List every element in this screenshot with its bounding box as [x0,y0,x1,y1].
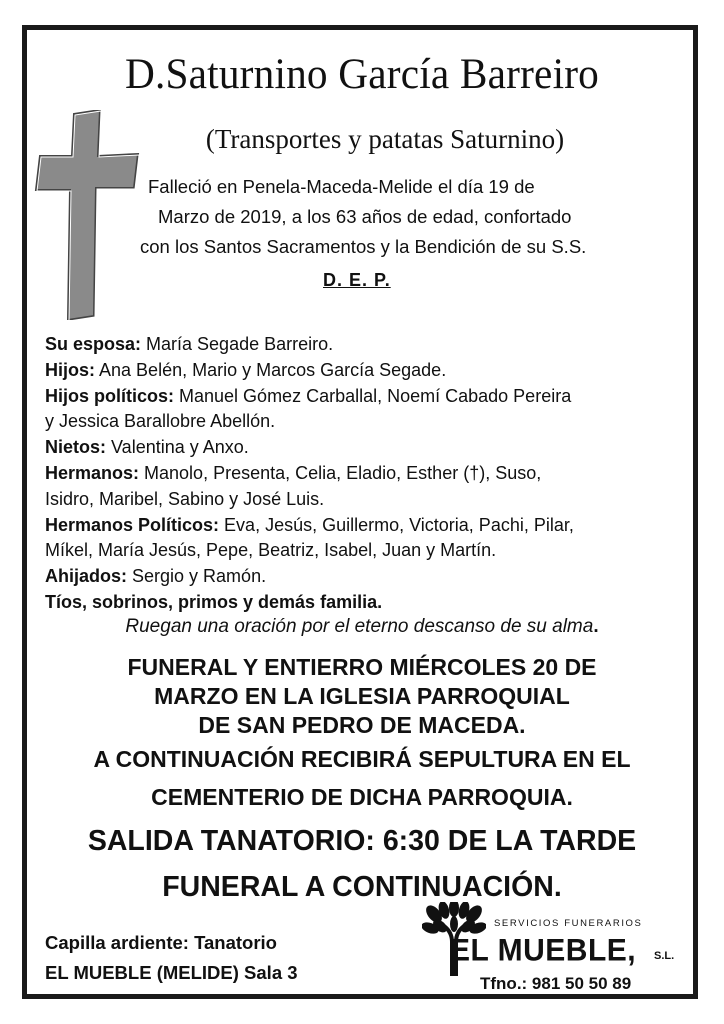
death-notice-line: Falleció en Penela-Maceda-Melide el día 19 de [148,176,535,197]
departure-details [30,818,694,910]
chapel-info [45,928,298,988]
family-siblings-in-law [45,513,685,539]
dep-label: D. E. P. [323,270,391,290]
family-names: Eva, Jesús, Guillermo, Victoria, Pachi, Pilar, [219,514,574,535]
death-notice-line: con los Santos Sacramentos y la Bendición de su S.S. [140,236,587,257]
family-children-in-law [45,384,685,410]
family-names: Valentina y Anxo. [106,437,249,458]
prayer-text: Ruegan una oración por el eterno descanso de su alma [125,616,594,637]
family-names: Sergio y Ramón. [127,566,267,587]
family-godchildren [45,564,685,590]
prayer-request [0,616,724,638]
family-grandchildren [45,435,685,461]
company-name: (Transportes y patatas Saturnino) [205,124,565,154]
deceased-name: D.Saturnino García Barreiro [125,51,600,98]
family-label: Su esposa: [45,334,142,354]
funeral-line: FUNERAL Y ENTIERRO MIÉRCOLES 20 DE [127,654,597,680]
funeral-line: DE SAN PEDRO DE MACEDA. [198,712,526,738]
death-notice [140,172,685,262]
company-suffix: S.L. [654,950,675,962]
family-children-in-law-cont: y Jessica Barallobre Abellón. [45,411,276,432]
family-label: Nietos: [45,437,107,458]
family-names: María Segade Barreiro. [141,334,334,354]
family-names: Ana Belén, Mario y Marcos García Segade. [95,359,447,380]
funeral-line: CEMENTERIO DE DICHA PARROQUIA. [151,784,573,810]
family-label: Hijos políticos: [45,385,175,406]
services-label: SERVICIOS FUNERARIOS [494,918,643,929]
family-label: Hermanos: [45,462,140,483]
family-others-text: Tíos, sobrinos, primos y demás familia. [45,591,383,612]
brand-name: EL MUEBLE, [450,933,637,968]
family-names: Manolo, Presenta, Celia, Eladio, Esther (†), Suso, [139,462,542,483]
family-siblings [45,461,685,487]
funeral-line: A CONTINUACIÓN RECIBIRÁ SEPULTURA EN EL [93,746,631,772]
family-list [45,332,685,616]
family-children [45,358,685,384]
family-label: Ahijados: [45,566,128,587]
family-label: Hijos: [45,359,96,380]
prayer-end: . [593,616,599,637]
death-notice-line: Marzo de 2019, a los 63 años de edad, confortado [158,206,572,227]
funeral-home-logo [420,902,690,994]
family-label: Hermanos Políticos: [45,514,220,535]
cross-icon [34,110,140,320]
chapel-line: EL MUEBLE (MELIDE) Sala 3 [45,962,298,983]
funeral-details [30,653,694,812]
funeral-line: MARZO EN LA IGLESIA PARROQUIAL [154,683,570,709]
phone-number: Tfno.: 981 50 50 89 [480,974,632,993]
family-names: Manuel Gómez Carballal, Noemí Cabado Pereira [174,385,572,406]
family-siblings-cont: Isidro, Maribel, Sabino y José Luis. [45,488,325,509]
family-spouse [45,332,685,358]
family-others [45,590,685,616]
departure-line: SALIDA TANATORIO: 6:30 DE LA TARDE [87,825,637,857]
chapel-line: Capilla ardiente: Tanatorio [45,932,277,953]
family-siblings-in-law-cont: Míkel, María Jesús, Pepe, Beatriz, Isabel, Juan y Martín. [45,540,497,561]
departure-line: FUNERAL A CONTINUACIÓN. [162,871,562,903]
